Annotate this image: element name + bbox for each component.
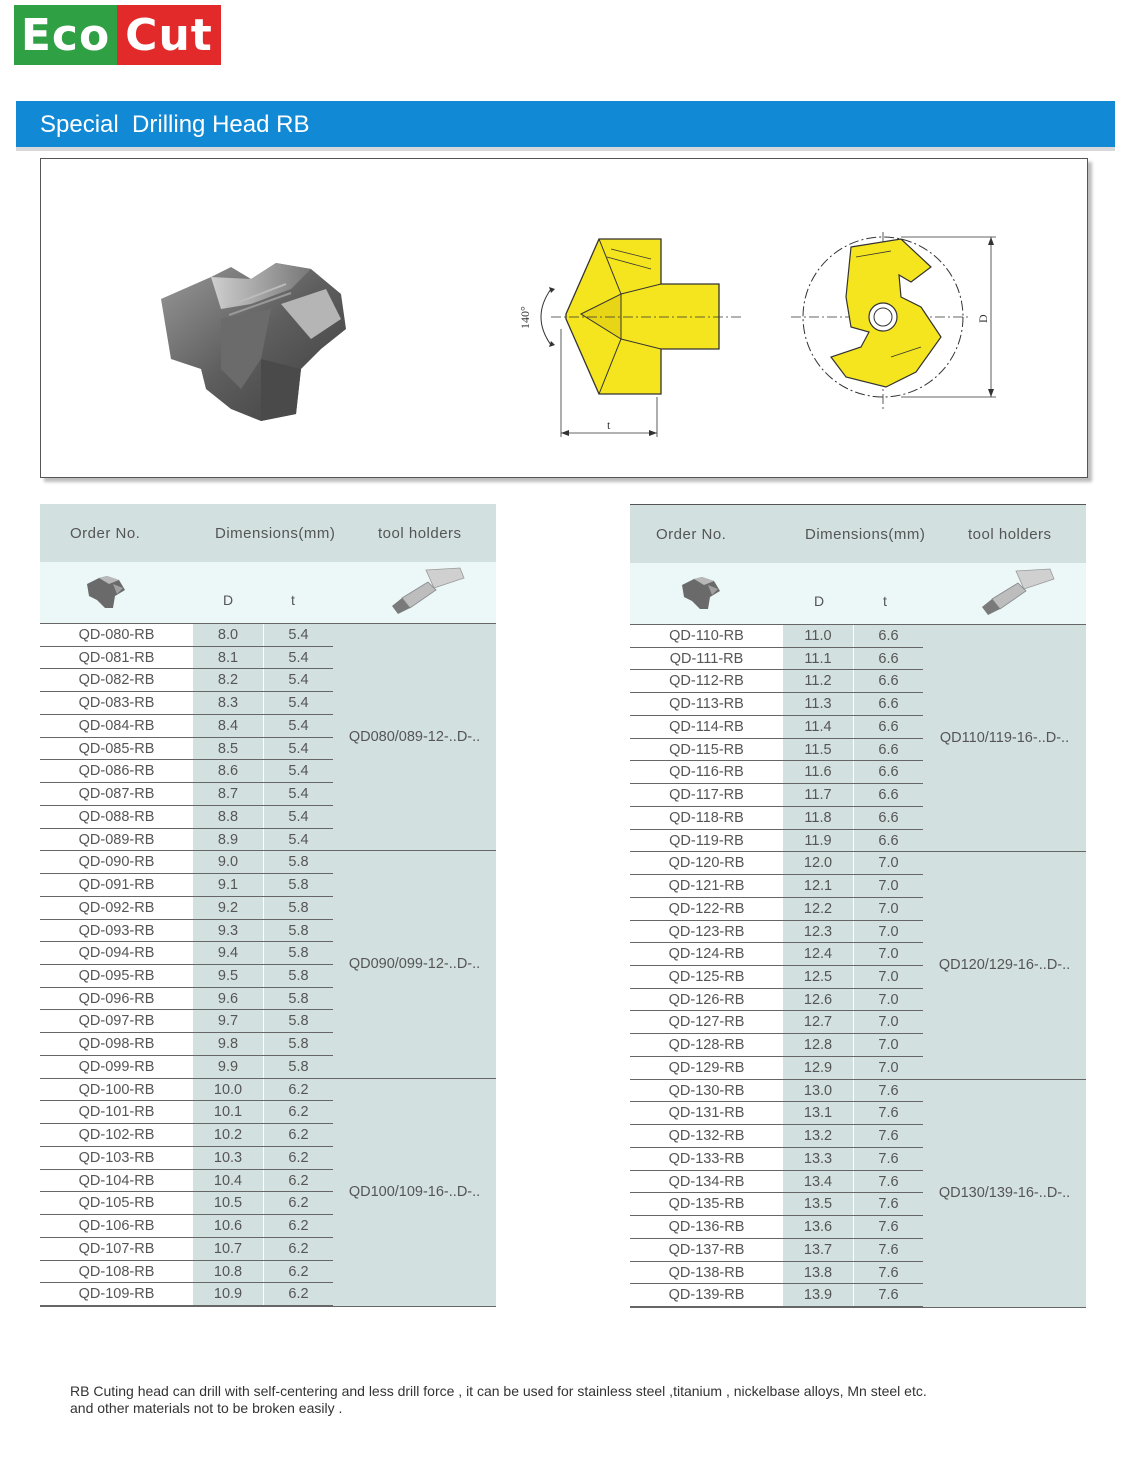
order-no-cell: QD-123-RB: [668, 923, 745, 940]
order-no-cell: QD-084-RB: [78, 717, 155, 734]
order-no-cell: QD-135-RB: [668, 1196, 745, 1213]
d-cell: 11.6: [783, 761, 853, 783]
table-row: [40, 1101, 333, 1124]
t-cell: 5.8: [263, 920, 333, 942]
order-no-cell: QD-129-RB: [668, 1059, 745, 1076]
d-cell: 11.7: [783, 784, 853, 806]
d-cell: 8.4: [193, 715, 263, 737]
d-cell: 9.0: [193, 851, 263, 873]
table-row: [630, 989, 923, 1012]
table-row: [630, 1216, 923, 1239]
t-cell: 6.6: [853, 807, 923, 829]
table-row: [40, 1124, 333, 1147]
t-cell: 7.6: [853, 1262, 923, 1284]
t-cell: 7.0: [853, 875, 923, 897]
t-cell: 5.4: [263, 669, 333, 691]
order-no-cell: QD-091-RB: [78, 877, 155, 894]
order-no-cell: QD-086-RB: [78, 763, 155, 780]
t-cell: 5.8: [263, 988, 333, 1010]
d-cell: 9.5: [193, 965, 263, 987]
order-no-cell: QD-119-RB: [669, 832, 744, 849]
title-banner: [16, 101, 1115, 151]
table-row: [40, 1192, 333, 1215]
d-cell: 11.3: [783, 693, 853, 715]
t-cell: 6.2: [263, 1261, 333, 1283]
t-cell: 5.4: [263, 806, 333, 828]
d-cell: 10.1: [193, 1101, 263, 1123]
t-cell: 6.6: [853, 670, 923, 692]
t-cell: 6.6: [853, 761, 923, 783]
table-row: [630, 1239, 923, 1262]
d-cell: 13.4: [783, 1171, 853, 1193]
t-cell: 6.2: [263, 1124, 333, 1146]
order-no-cell: QD-134-RB: [668, 1173, 745, 1190]
order-no-cell: QD-120-RB: [668, 855, 745, 872]
d-cell: 13.6: [783, 1216, 853, 1238]
d-cell: 13.9: [783, 1284, 853, 1306]
table-row: [40, 920, 333, 943]
t-cell: 5.4: [263, 760, 333, 782]
table-row: [40, 988, 333, 1011]
order-no-cell: QD-108-RB: [78, 1263, 155, 1280]
order-no-cell: QD-101-RB: [78, 1104, 155, 1121]
order-no-cell: QD-103-RB: [78, 1149, 155, 1166]
table-row: [630, 852, 923, 875]
ecocut-logo: [14, 5, 221, 65]
table-row: [630, 1262, 923, 1285]
drill-head-icon: [680, 575, 722, 611]
order-no-cell: QD-133-RB: [668, 1150, 745, 1167]
table-row: [630, 1080, 923, 1103]
table-row: [630, 807, 923, 830]
table-row: [630, 921, 923, 944]
table-row: [630, 784, 923, 807]
drill-head-icon: [85, 574, 127, 610]
d-column-header: D: [223, 592, 234, 608]
t-cell: 7.6: [853, 1171, 923, 1193]
d-cell: 10.6: [193, 1215, 263, 1237]
side-view-drawing: [511, 229, 761, 449]
product-figure-box: [40, 158, 1088, 478]
d-cell: 8.0: [193, 624, 263, 646]
table-row: [630, 693, 923, 716]
table-row: [630, 875, 923, 898]
order-no-cell: QD-094-RB: [78, 945, 155, 962]
order-no-cell: QD-110-RB: [669, 628, 744, 644]
t-cell: 7.6: [853, 1216, 923, 1238]
dimensions-header: Dimensions(mm): [805, 526, 926, 543]
t-cell: 6.2: [263, 1283, 333, 1305]
table-row: [630, 716, 923, 739]
t-column-header: t: [883, 593, 887, 609]
table-subheader-row: [630, 563, 1086, 624]
t-cell: 5.8: [263, 874, 333, 896]
t-cell: 5.4: [263, 624, 333, 646]
order-no-cell: QD-083-RB: [78, 695, 155, 712]
footnote: [70, 1383, 1070, 1417]
d-cell: 10.9: [193, 1283, 263, 1305]
t-cell: 6.2: [263, 1170, 333, 1192]
t-cell: 6.6: [853, 625, 923, 647]
table-row: [40, 1215, 333, 1238]
order-no-cell: QD-124-RB: [668, 946, 745, 963]
table-row: [40, 806, 333, 829]
order-no-cell: QD-115-RB: [669, 741, 744, 758]
order-no-cell: QD-098-RB: [78, 1036, 155, 1053]
tool-holder-cell: QD100/109-16-..D-..: [333, 1079, 496, 1306]
t-cell: 5.8: [263, 851, 333, 873]
order-no-cell: QD-114-RB: [669, 718, 744, 735]
t-cell: 6.2: [263, 1215, 333, 1237]
order-no-cell: QD-128-RB: [668, 1037, 745, 1054]
t-column-header: t: [291, 592, 295, 608]
order-no-cell: QD-137-RB: [668, 1241, 745, 1258]
d-cell: 10.3: [193, 1147, 263, 1169]
table-row: [630, 1284, 923, 1307]
d-cell: 9.1: [193, 874, 263, 896]
order-no-cell: QD-082-RB: [78, 672, 155, 689]
t-cell: 6.6: [853, 648, 923, 670]
t-cell: 5.8: [263, 1010, 333, 1032]
t-cell: 5.8: [263, 1056, 333, 1078]
table-row: [40, 1170, 333, 1193]
t-cell: 7.0: [853, 1034, 923, 1056]
t-cell: 7.0: [853, 1057, 923, 1079]
t-cell: 6.2: [263, 1238, 333, 1260]
t-cell: 7.6: [853, 1125, 923, 1147]
d-cell: 12.6: [783, 989, 853, 1011]
table-row: [40, 897, 333, 920]
table-row: [630, 1148, 923, 1171]
d-cell: 9.7: [193, 1010, 263, 1032]
d-cell: 8.2: [193, 669, 263, 691]
table-row: [630, 943, 923, 966]
order-no-cell: QD-118-RB: [669, 809, 744, 826]
order-no-cell: QD-126-RB: [668, 991, 745, 1008]
order-no-cell: QD-093-RB: [78, 922, 155, 939]
table-row: [630, 648, 923, 671]
table-row: [630, 625, 923, 648]
d-cell: 9.8: [193, 1033, 263, 1055]
table-row: [40, 829, 333, 852]
t-cell: 7.0: [853, 852, 923, 874]
d-cell: 11.5: [783, 739, 853, 761]
t-cell: 6.2: [263, 1079, 333, 1101]
table-row: [40, 647, 333, 670]
table-row: [40, 624, 333, 647]
table-row: [630, 966, 923, 989]
tool-holders-header: tool holders: [378, 525, 462, 542]
tool-holder-cell: QD110/119-16-..D-..: [923, 625, 1086, 852]
table-row: [40, 1238, 333, 1261]
order-no-cell: QD-089-RB: [78, 831, 155, 848]
t-cell: 6.6: [853, 716, 923, 738]
order-no-cell: QD-116-RB: [669, 764, 744, 781]
table-row: [630, 1057, 923, 1080]
table-header-row: [630, 505, 1086, 563]
drill-head-photo: [151, 249, 371, 429]
order-no-cell: QD-112-RB: [669, 673, 744, 690]
footnote-line-2: and other materials not to be broken easily .: [70, 1400, 343, 1416]
logo-eco: Eco: [14, 5, 117, 65]
t-cell: 7.6: [853, 1193, 923, 1215]
order-no-cell: QD-096-RB: [78, 990, 155, 1007]
d-cell: 12.2: [783, 898, 853, 920]
table-row: [40, 669, 333, 692]
t-cell: 7.0: [853, 921, 923, 943]
left-table-body: [40, 623, 496, 1307]
d-cell: 13.5: [783, 1193, 853, 1215]
t-cell: 5.8: [263, 1033, 333, 1055]
order-no-cell: QD-113-RB: [669, 696, 744, 713]
order-no-cell: QD-106-RB: [78, 1218, 155, 1235]
order-no-cell: QD-109-RB: [78, 1286, 155, 1303]
table-row: [630, 670, 923, 693]
order-no-header: Order No.: [656, 526, 727, 543]
table-row: [40, 715, 333, 738]
t-cell: 5.4: [263, 647, 333, 669]
d-cell: 9.3: [193, 920, 263, 942]
table-row: [630, 739, 923, 762]
order-no-cell: QD-095-RB: [78, 968, 155, 984]
d-cell: 10.5: [193, 1192, 263, 1214]
t-cell: 5.4: [263, 738, 333, 760]
d-cell: 10.2: [193, 1124, 263, 1146]
order-no-cell: QD-111-RB: [669, 650, 744, 667]
table-row: [40, 1147, 333, 1170]
t-cell: 6.6: [853, 784, 923, 806]
table-row: [630, 1171, 923, 1194]
right-order-table: [630, 504, 1086, 1308]
d-cell: 8.8: [193, 806, 263, 828]
d-cell: 9.6: [193, 988, 263, 1010]
d-cell: 12.8: [783, 1034, 853, 1056]
angle-label: 140°: [518, 306, 532, 329]
d-cell: 13.2: [783, 1125, 853, 1147]
order-no-cell: QD-085-RB: [78, 740, 155, 757]
table-row: [40, 1056, 333, 1079]
d-cell: 11.1: [783, 648, 853, 670]
d-cell: 11.0: [783, 625, 853, 647]
table-header-row: [40, 504, 496, 562]
d-cell: 13.3: [783, 1148, 853, 1170]
d-cell: 12.9: [783, 1057, 853, 1079]
order-no-cell: QD-117-RB: [669, 787, 744, 804]
order-no-cell: QD-138-RB: [668, 1264, 745, 1281]
order-no-header: Order No.: [70, 525, 141, 542]
d-cell: 10.7: [193, 1238, 263, 1260]
order-no-cell: QD-104-RB: [78, 1172, 155, 1189]
table-row: [40, 1079, 333, 1102]
order-no-cell: QD-122-RB: [668, 900, 745, 917]
table-row: [630, 1011, 923, 1034]
t-cell: 6.2: [263, 1192, 333, 1214]
d-cell: 9.4: [193, 942, 263, 964]
table-row: [40, 965, 333, 988]
d-cell: 10.4: [193, 1170, 263, 1192]
table-row: [40, 1033, 333, 1056]
d-cell: 8.1: [193, 647, 263, 669]
t-cell: 5.4: [263, 715, 333, 737]
table-row: [40, 692, 333, 715]
d-cell: 13.7: [783, 1239, 853, 1261]
d-cell: 9.2: [193, 897, 263, 919]
table-row: [630, 898, 923, 921]
order-no-cell: QD-139-RB: [668, 1287, 745, 1304]
t-cell: 6.6: [853, 739, 923, 761]
page-title: Special Drilling Head RB: [40, 111, 310, 138]
order-no-cell: QD-092-RB: [78, 899, 155, 916]
table-row: [40, 760, 333, 783]
d-cell: 9.9: [193, 1056, 263, 1078]
d-cell: 12.7: [783, 1011, 853, 1033]
table-row: [630, 1102, 923, 1125]
t-cell: 5.8: [263, 965, 333, 987]
t-cell: 5.4: [263, 783, 333, 805]
d-cell: 8.6: [193, 760, 263, 782]
t-cell: 7.0: [853, 943, 923, 965]
t-cell: 7.6: [853, 1239, 923, 1261]
dimensions-header: Dimensions(mm): [215, 525, 336, 542]
t-cell: 7.0: [853, 898, 923, 920]
order-no-cell: QD-132-RB: [668, 1128, 745, 1145]
order-no-cell: QD-088-RB: [78, 808, 155, 825]
d-cell: 12.3: [783, 921, 853, 943]
table-row: [630, 1193, 923, 1216]
table-row: [40, 738, 333, 761]
d-dimension-label: D: [976, 314, 990, 323]
left-order-table: [40, 504, 496, 1307]
t-cell: 7.6: [853, 1148, 923, 1170]
table-row: [40, 874, 333, 897]
t-cell: 5.4: [263, 692, 333, 714]
order-no-cell: QD-127-RB: [668, 1014, 745, 1031]
d-column-header: D: [814, 593, 825, 609]
tool-holder-cell: QD120/129-16-..D-..: [923, 852, 1086, 1079]
t-cell: 5.8: [263, 897, 333, 919]
d-cell: 13.1: [783, 1102, 853, 1124]
t-cell: 6.2: [263, 1101, 333, 1123]
table-row: [40, 1261, 333, 1284]
table-row: [40, 1010, 333, 1033]
d-cell: 8.5: [193, 738, 263, 760]
table-row: [630, 761, 923, 784]
tool-holder-cell: QD090/099-12-..D-..: [333, 851, 496, 1078]
right-table-body: [630, 624, 1086, 1308]
order-no-cell: QD-102-RB: [78, 1127, 155, 1144]
order-no-cell: QD-121-RB: [668, 878, 745, 895]
footnote-line-1: RB Cuting head can drill with self-centering and less drill force , it can be used for stainless steel ,titanium , nickelbase alloys, Mn steel etc.: [70, 1383, 927, 1399]
table-row: [40, 942, 333, 965]
d-cell: 11.8: [783, 807, 853, 829]
t-cell: 7.0: [853, 1011, 923, 1033]
order-no-cell: QD-136-RB: [668, 1219, 745, 1236]
front-view-drawing: [791, 227, 1031, 427]
order-no-cell: QD-105-RB: [78, 1195, 155, 1212]
order-no-cell: QD-100-RB: [78, 1081, 155, 1098]
d-cell: 10.0: [193, 1079, 263, 1101]
t-cell: 6.6: [853, 693, 923, 715]
table-row: [40, 1283, 333, 1306]
d-cell: 8.9: [193, 829, 263, 851]
table-row: [630, 1125, 923, 1148]
order-no-cell: QD-107-RB: [78, 1240, 155, 1257]
d-cell: 12.4: [783, 943, 853, 965]
t-cell: 7.0: [853, 966, 923, 988]
tool-holders-header: tool holders: [968, 526, 1052, 543]
d-cell: 12.0: [783, 852, 853, 874]
order-no-cell: QD-125-RB: [668, 969, 745, 985]
tool-holder-cell: QD130/139-16-..D-..: [923, 1080, 1086, 1307]
d-cell: 8.7: [193, 783, 263, 805]
table-row: [40, 851, 333, 874]
order-no-cell: QD-131-RB: [668, 1105, 745, 1122]
d-cell: 11.4: [783, 716, 853, 738]
t-cell: 7.6: [853, 1080, 923, 1102]
d-cell: 11.9: [783, 830, 853, 852]
order-no-cell: QD-097-RB: [78, 1013, 155, 1030]
d-cell: 13.8: [783, 1262, 853, 1284]
logo-cut: Cut: [117, 5, 221, 65]
table-subheader-row: [40, 562, 496, 623]
t-cell: 7.0: [853, 989, 923, 1011]
order-no-cell: QD-090-RB: [78, 854, 155, 871]
d-cell: 8.3: [193, 692, 263, 714]
table-row: [630, 1034, 923, 1057]
tool-holder-icon: [388, 566, 468, 616]
t-cell: 5.4: [263, 829, 333, 851]
t-dimension-label: t: [607, 418, 611, 432]
order-no-cell: QD-080-RB: [78, 627, 155, 643]
order-no-cell: QD-087-RB: [78, 786, 155, 803]
d-cell: 12.1: [783, 875, 853, 897]
table-row: [40, 783, 333, 806]
tool-holder-cell: QD080/089-12-..D-..: [333, 624, 496, 851]
d-cell: 11.2: [783, 670, 853, 692]
t-cell: 7.6: [853, 1102, 923, 1124]
t-cell: 5.8: [263, 942, 333, 964]
d-cell: 13.0: [783, 1080, 853, 1102]
d-cell: 12.5: [783, 966, 853, 988]
order-no-cell: QD-130-RB: [668, 1082, 745, 1099]
t-cell: 6.2: [263, 1147, 333, 1169]
table-row: [630, 830, 923, 853]
order-no-cell: QD-099-RB: [78, 1058, 155, 1075]
tool-holder-icon: [978, 567, 1058, 617]
t-cell: 7.6: [853, 1284, 923, 1306]
t-cell: 6.6: [853, 830, 923, 852]
order-no-cell: QD-081-RB: [78, 649, 155, 666]
d-cell: 10.8: [193, 1261, 263, 1283]
